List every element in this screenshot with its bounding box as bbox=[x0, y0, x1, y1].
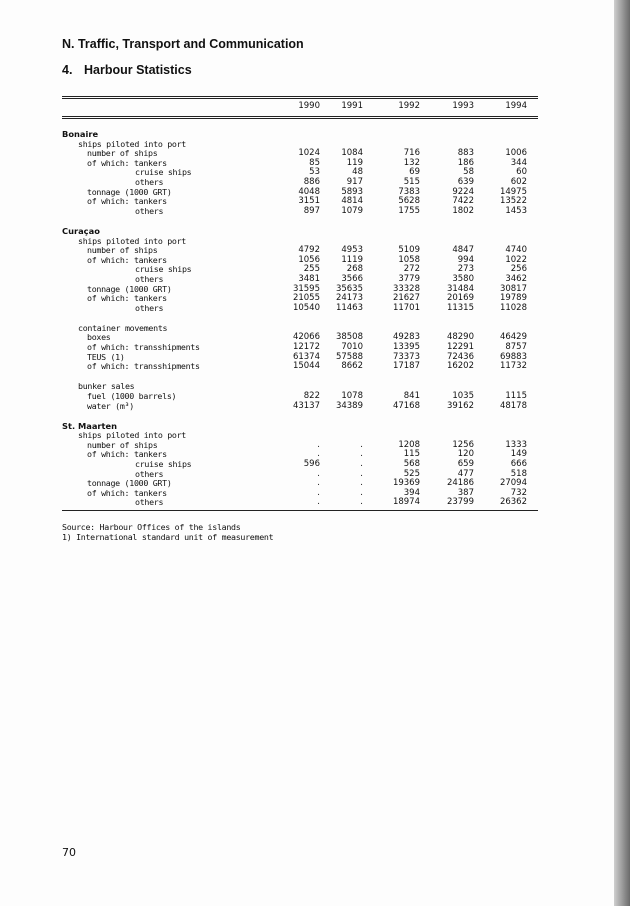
table-row bbox=[0, 177, 630, 187]
table-row bbox=[0, 421, 630, 431]
year-header: 1990 bbox=[298, 101, 320, 111]
cell-1993: 24186 bbox=[446, 478, 474, 489]
table-row bbox=[0, 245, 630, 255]
table-row bbox=[0, 440, 630, 450]
table-row bbox=[0, 488, 630, 498]
cell-1991: 34389 bbox=[335, 400, 363, 411]
row-label: water (m³) bbox=[87, 400, 134, 411]
row-label: number of ships bbox=[87, 439, 158, 450]
table-row bbox=[0, 401, 630, 411]
row-label: Curaçao bbox=[62, 225, 100, 236]
table-row bbox=[0, 332, 630, 342]
cell-1990: 15044 bbox=[292, 361, 320, 372]
cell-1994: 60 bbox=[516, 167, 527, 178]
cell-1992: 716 bbox=[403, 148, 420, 159]
cell-1994: 518 bbox=[510, 468, 527, 479]
cell-1994: 256 bbox=[510, 264, 527, 275]
cell-1994: 11732 bbox=[499, 361, 527, 372]
cell-1992: 115 bbox=[403, 449, 420, 460]
cell-1991: 119 bbox=[346, 157, 363, 168]
table-row bbox=[0, 497, 630, 507]
row-label: cruise ships bbox=[135, 167, 192, 178]
cell-1992: 7383 bbox=[398, 186, 420, 197]
row-label: number of ships bbox=[87, 148, 158, 159]
cell-1992: 47168 bbox=[392, 400, 420, 411]
header-rule bbox=[62, 116, 538, 117]
cell-1993: 31484 bbox=[446, 283, 474, 294]
cell-1994: 27094 bbox=[499, 478, 527, 489]
cell-1994: 1006 bbox=[505, 148, 527, 159]
cell-1990: 596 bbox=[303, 459, 320, 469]
table-top-rule bbox=[62, 96, 538, 97]
cell-1994: 602 bbox=[510, 177, 527, 187]
cell-1993: 120 bbox=[457, 449, 474, 460]
table-row bbox=[0, 206, 630, 216]
year-header: 1991 bbox=[341, 101, 363, 111]
page-number: 70 bbox=[62, 846, 76, 859]
cell-1993: 1256 bbox=[452, 439, 474, 450]
cell-1993: 3580 bbox=[452, 273, 474, 284]
cell-1992: 568 bbox=[403, 459, 420, 469]
cell-1990: 21055 bbox=[292, 293, 320, 304]
table-row bbox=[0, 284, 630, 294]
cell-1991: 3566 bbox=[341, 273, 363, 284]
table-row bbox=[0, 430, 630, 440]
cell-1991: 1119 bbox=[341, 254, 363, 265]
cell-1990: 1056 bbox=[298, 254, 320, 265]
header-rule-2 bbox=[62, 118, 538, 119]
cell-1990: 886 bbox=[303, 177, 320, 187]
cell-1991: 57588 bbox=[335, 351, 363, 362]
year-header: 1994 bbox=[505, 101, 527, 111]
cell-1994: 149 bbox=[510, 449, 527, 460]
cell-1992: 515 bbox=[403, 177, 420, 187]
table-bottom-rule bbox=[62, 510, 538, 511]
cell-1990: 42066 bbox=[292, 332, 320, 343]
cell-1990: . bbox=[317, 449, 320, 460]
row-label: ships piloted into port bbox=[78, 235, 186, 246]
cell-1990: 3481 bbox=[298, 273, 320, 284]
cell-1994: 19789 bbox=[499, 293, 527, 304]
cell-1993: 186 bbox=[457, 157, 474, 168]
cell-1991: . bbox=[360, 497, 363, 508]
row-label: of which: tankers bbox=[87, 293, 167, 304]
cell-1992: 1755 bbox=[398, 205, 420, 216]
row-label: number of ships bbox=[87, 245, 158, 256]
table-row bbox=[0, 167, 630, 177]
cell-1990: . bbox=[317, 487, 320, 498]
row-label: of which: transshipments bbox=[87, 342, 200, 352]
section-number: 4. bbox=[62, 63, 73, 77]
cell-1992: 18974 bbox=[392, 497, 420, 508]
cell-1991: 4814 bbox=[341, 196, 363, 207]
cell-1990: 255 bbox=[303, 264, 320, 275]
row-label: ships piloted into port bbox=[78, 430, 186, 441]
cell-1992: 49283 bbox=[392, 332, 420, 343]
cell-1992: 394 bbox=[403, 487, 420, 498]
cell-1993: 883 bbox=[457, 148, 474, 159]
cell-1993: 48290 bbox=[446, 332, 474, 343]
cell-1990: 85 bbox=[309, 157, 320, 168]
cell-1990: . bbox=[317, 468, 320, 479]
cell-1991: . bbox=[360, 487, 363, 498]
table-row bbox=[0, 236, 630, 246]
cell-1994: 8757 bbox=[505, 342, 527, 352]
row-label: Bonaire bbox=[62, 129, 99, 139]
row-label: container movements bbox=[78, 322, 168, 333]
cell-1992: 69 bbox=[409, 167, 420, 178]
year-header: 1993 bbox=[452, 101, 474, 111]
cell-1990: . bbox=[317, 439, 320, 450]
table-row bbox=[0, 478, 630, 488]
cell-1994: 344 bbox=[510, 157, 527, 168]
cell-1994: 1453 bbox=[505, 205, 527, 216]
cell-1993: 387 bbox=[457, 487, 474, 498]
cell-1994: 48178 bbox=[499, 400, 527, 411]
cell-1992: 33328 bbox=[392, 283, 420, 294]
cell-1993: 273 bbox=[457, 264, 474, 275]
cell-1994: 1333 bbox=[505, 439, 527, 450]
cell-1991: 5893 bbox=[341, 186, 363, 197]
cell-1991: 48 bbox=[352, 167, 363, 178]
cell-1993: 639 bbox=[457, 177, 474, 187]
source-note: Source: Harbour Offices of the islands bbox=[62, 522, 241, 532]
cell-1994: 3462 bbox=[505, 273, 527, 284]
cell-1994: 46429 bbox=[499, 332, 527, 343]
table-row bbox=[0, 469, 630, 479]
cell-1994: 13522 bbox=[499, 196, 527, 207]
cell-1990: 3151 bbox=[298, 196, 320, 207]
cell-1990: . bbox=[317, 478, 320, 489]
row-label: of which: transshipments bbox=[87, 361, 200, 372]
cell-1992: 5109 bbox=[398, 245, 420, 256]
row-label: tonnage (1000 GRT) bbox=[87, 186, 172, 197]
cell-1993: 39162 bbox=[446, 400, 474, 411]
row-label: tonnage (1000 GRT) bbox=[87, 478, 172, 489]
cell-1993: 994 bbox=[457, 254, 474, 265]
row-label: others bbox=[135, 177, 164, 187]
cell-1993: 58 bbox=[463, 167, 474, 178]
cell-1990: 43137 bbox=[292, 400, 320, 411]
row-label: others bbox=[135, 273, 164, 284]
cell-1994: 69883 bbox=[499, 351, 527, 362]
table-row bbox=[0, 196, 630, 206]
row-label: others bbox=[135, 205, 164, 216]
row-label: others bbox=[135, 468, 164, 479]
cell-1992: 1208 bbox=[398, 439, 420, 450]
row-label: of which: tankers bbox=[87, 196, 167, 207]
cell-1992: 5628 bbox=[398, 196, 420, 207]
cell-1994: 1115 bbox=[505, 390, 527, 401]
cell-1991: 917 bbox=[346, 177, 363, 187]
cell-1990: 10540 bbox=[292, 302, 320, 313]
cell-1991: . bbox=[360, 468, 363, 479]
cell-1992: 525 bbox=[403, 468, 420, 479]
cell-1993: 9224 bbox=[452, 186, 474, 197]
cell-1994: 26362 bbox=[499, 497, 527, 508]
cell-1990: 1024 bbox=[298, 148, 320, 159]
table-row bbox=[0, 274, 630, 284]
cell-1991: 11463 bbox=[335, 302, 363, 313]
cell-1990: 822 bbox=[303, 390, 320, 401]
cell-1994: 4740 bbox=[505, 245, 527, 256]
cell-1993: 16202 bbox=[446, 361, 474, 372]
row-label: of which: tankers bbox=[87, 157, 167, 168]
cell-1991: . bbox=[360, 449, 363, 460]
cell-1993: 4847 bbox=[452, 245, 474, 256]
cell-1991: 4953 bbox=[341, 245, 363, 256]
table-row bbox=[0, 352, 630, 362]
cell-1993: 659 bbox=[457, 459, 474, 469]
row-label: others bbox=[135, 497, 164, 508]
table-row bbox=[0, 293, 630, 303]
cell-1990: 4792 bbox=[298, 245, 320, 256]
cell-1991: . bbox=[360, 478, 363, 489]
cell-1993: 23799 bbox=[446, 497, 474, 508]
section-title-text: Harbour Statistics bbox=[84, 63, 192, 77]
cell-1993: 1802 bbox=[452, 205, 474, 216]
cell-1993: 11315 bbox=[446, 302, 474, 313]
table-row bbox=[0, 361, 630, 371]
cell-1993: 72436 bbox=[446, 351, 474, 362]
table-row bbox=[0, 148, 630, 158]
cell-1992: 841 bbox=[403, 390, 420, 401]
cell-1990: 31595 bbox=[292, 283, 320, 294]
cell-1990: . bbox=[317, 497, 320, 508]
cell-1992: 19369 bbox=[392, 478, 420, 489]
table-row bbox=[0, 342, 630, 352]
cell-1991: 38508 bbox=[335, 332, 363, 343]
cell-1991: 35635 bbox=[335, 283, 363, 294]
cell-1991: . bbox=[360, 459, 363, 469]
cell-1990: 12172 bbox=[292, 342, 320, 352]
table-row bbox=[0, 323, 630, 333]
table-header bbox=[0, 101, 630, 112]
cell-1991: 1084 bbox=[341, 148, 363, 159]
cell-1991: 7010 bbox=[341, 342, 363, 352]
year-header: 1992 bbox=[398, 101, 420, 111]
table-row bbox=[0, 391, 630, 401]
cell-1991: 24173 bbox=[335, 293, 363, 304]
cell-1992: 17187 bbox=[392, 361, 420, 372]
row-label: boxes bbox=[87, 332, 111, 343]
footnote: 1) International standard unit of measurement bbox=[62, 532, 274, 542]
table-top-rule-2 bbox=[62, 98, 538, 99]
row-label: fuel (1000 barrels) bbox=[87, 390, 177, 401]
table-row bbox=[0, 158, 630, 168]
row-label: ships piloted into port bbox=[78, 138, 186, 149]
cell-1992: 73373 bbox=[392, 351, 420, 362]
cell-1992: 272 bbox=[403, 264, 420, 275]
table-row bbox=[0, 303, 630, 313]
cell-1991: . bbox=[360, 439, 363, 450]
table-row bbox=[0, 381, 630, 391]
cell-1993: 7422 bbox=[452, 196, 474, 207]
cell-1990: 61374 bbox=[292, 351, 320, 362]
cell-1994: 14975 bbox=[499, 186, 527, 197]
row-label: bunker sales bbox=[78, 381, 135, 392]
table-row bbox=[0, 449, 630, 459]
row-label: tonnage (1000 GRT) bbox=[87, 283, 172, 294]
cell-1994: 11028 bbox=[499, 302, 527, 313]
cell-1990: 897 bbox=[303, 205, 320, 216]
row-label: of which: tankers bbox=[87, 487, 167, 498]
table-row bbox=[0, 129, 630, 139]
row-label: TEUS (1) bbox=[87, 351, 125, 362]
row-label: cruise ships bbox=[135, 264, 192, 275]
cell-1994: 30817 bbox=[499, 283, 527, 294]
table-row bbox=[0, 459, 630, 469]
cell-1993: 1035 bbox=[452, 390, 474, 401]
cell-1991: 1078 bbox=[341, 390, 363, 401]
cell-1990: 4048 bbox=[298, 186, 320, 197]
cell-1992: 13395 bbox=[392, 342, 420, 352]
cell-1992: 132 bbox=[403, 157, 420, 168]
cell-1993: 477 bbox=[457, 468, 474, 479]
row-label: others bbox=[135, 302, 164, 313]
cell-1993: 12291 bbox=[446, 342, 474, 352]
table-row bbox=[0, 139, 630, 149]
cell-1994: 666 bbox=[510, 459, 527, 469]
cell-1993: 20169 bbox=[446, 293, 474, 304]
row-label: of which: tankers bbox=[87, 254, 167, 265]
cell-1992: 21627 bbox=[392, 293, 420, 304]
table-row bbox=[0, 255, 630, 265]
row-label: of which: tankers bbox=[87, 449, 167, 460]
cell-1991: 268 bbox=[346, 264, 363, 275]
row-label: St. Maarten bbox=[62, 420, 118, 431]
table-row bbox=[0, 264, 630, 274]
row-label: cruise ships bbox=[135, 459, 192, 469]
cell-1994: 1022 bbox=[505, 254, 527, 265]
cell-1991: 1079 bbox=[341, 205, 363, 216]
table-row bbox=[0, 226, 630, 236]
cell-1992: 11701 bbox=[392, 302, 420, 313]
cell-1992: 3779 bbox=[398, 273, 420, 284]
cell-1994: 732 bbox=[510, 487, 527, 498]
cell-1991: 8662 bbox=[341, 361, 363, 372]
table-row bbox=[0, 187, 630, 197]
cell-1990: 53 bbox=[309, 167, 320, 178]
cell-1992: 1058 bbox=[398, 254, 420, 265]
section-title bbox=[62, 63, 192, 77]
chapter-title: N. Traffic, Transport and Communication bbox=[62, 37, 304, 51]
